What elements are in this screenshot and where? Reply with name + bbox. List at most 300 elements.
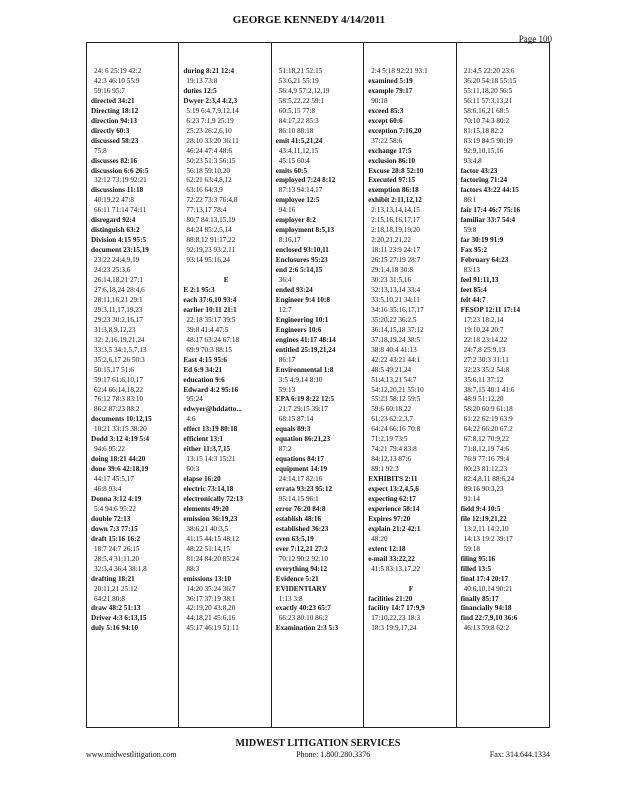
index-entry: electronically 72:13 (183, 494, 243, 503)
index-entry: exemption 86:18 (368, 186, 419, 195)
index-entry: financially 94:18 (460, 604, 512, 613)
index-entry-continuation: 51:4,13,21 54:7 (371, 375, 417, 384)
index-entry-continuation: 24:7,8 25:9,13 (463, 345, 506, 354)
index-entry: equals 89:3 (275, 425, 311, 434)
index-entry: East 4:15 95:6 (183, 355, 227, 364)
index-entry: errata 93:23 95:12 (275, 485, 333, 494)
index-entry-continuation: 22:18 23:14,22 (463, 335, 508, 344)
index-entry-continuation: 26:15 27:19 28:7 (371, 256, 421, 265)
index-entry: Ed 6:9 34:21 (183, 365, 223, 374)
index-entry: education 9:6 (183, 375, 225, 384)
index-entry-continuation: 72:22 73:3 76:4,8 (186, 196, 238, 205)
index-entry: doing 18:21 44:20 (91, 455, 146, 464)
index-entry: except 60:6 (368, 116, 403, 125)
index-entry-continuation: 53:6,21 55:19 (278, 76, 319, 85)
index-entry-continuation: 1:13 3:8 (278, 594, 303, 603)
index-entry: Examination 2:3 5:3 (275, 624, 339, 633)
index-entry: factor 43:23 (460, 166, 498, 175)
index-entry: Edward 4:2 95:16 (183, 385, 239, 394)
index-entry: Division 4:15 95:5 (91, 236, 147, 245)
index-entry-continuation: 70:10 74:3 80:2 (463, 116, 510, 125)
index-entry: effect 13:19 80:18 (183, 425, 238, 434)
index-entry: establish 48:16 (275, 514, 322, 523)
index-entry: earlier 10:11 21:1 (183, 305, 237, 314)
index-entry-continuation: 43:4,11,12,15 (278, 146, 319, 155)
index-entry: factoring 71:24 (460, 176, 508, 185)
index-entry-continuation: 32:23 35:2 54:8 (463, 365, 510, 374)
index-entry: elapse 16:20 (183, 475, 221, 484)
index-entry-continuation: 80:23 81:12,23 (463, 465, 508, 474)
index-entry-continuation: 28:5,4 31:11,20 (94, 554, 140, 563)
index-entry-continuation: 60:3 (186, 465, 200, 474)
page-number: Page 100 (518, 34, 552, 44)
footer-website: www.midwestlitigation.com (86, 750, 177, 759)
index-entry: each 37:6,10 93:4 (183, 295, 237, 304)
index-entry-continuation: 94:6 95:22 (94, 445, 125, 454)
index-entry-continuation: 2:4 5:18 92:21 93:1 (371, 67, 428, 75)
index-entry: exclusion 86:10 (368, 156, 416, 165)
index-entry-continuation: 63:16 64:3,9 (186, 186, 223, 195)
index-entry-continuation: 71:8,12,19 74:6 (463, 445, 509, 454)
index-entry-continuation: 70:12 90:2 92:10 (278, 554, 328, 563)
index-entry-continuation: 24: 6 25:19 42:2 (94, 67, 142, 75)
index-entry: facilities 21:20 (368, 594, 413, 603)
index-entry-continuation: 58:5,22,22 59:1 (278, 96, 325, 105)
index-column-2 (179, 43, 271, 727)
index-entry: Engineers 10:6 (275, 325, 322, 334)
index-entry: equipment 14:19 (275, 465, 328, 474)
index-entry-continuation: 62:4 66:14,18,22 (94, 385, 143, 394)
index-entry: employed 7:24 8:12 (275, 176, 336, 185)
index-entry: ever 7:12,21 27:2 (275, 544, 328, 553)
index-entry-continuation: 86:17 (278, 355, 296, 364)
index-entry-continuation: 90:18 (371, 96, 388, 105)
index-entry-continuation: 84:17,22 85:3 (278, 116, 319, 125)
index-entry-continuation: 28:10 33:20 36:11 (186, 136, 239, 145)
index-entry: directed 34:21 (91, 96, 135, 105)
word-index-grid (86, 42, 550, 728)
index-entry: field 9:4 10:5 (460, 504, 501, 513)
index-entry: directly 60:3 (91, 126, 130, 135)
index-entry: employment 8:5,13 (275, 226, 335, 235)
index-entry: Donna 3:12 4:19 (91, 494, 142, 503)
index-section-letter (368, 585, 453, 595)
index-entry-continuation: 86:1 (463, 196, 477, 205)
index-entry-continuation: 22:18 35:17 39:5 (186, 315, 236, 324)
index-entry-continuation: 83:19 84:5 90:19 (463, 136, 513, 145)
index-entry-continuation: 76:9 77:16 79:4 (463, 455, 510, 464)
index-entry-continuation: 81:24 84:20 85:24 (186, 554, 240, 563)
index-entry: EPA 6:19 8:22 12:5 (275, 395, 335, 404)
index-entry-continuation: 32: 2,16,19,21,24 (94, 335, 145, 344)
index-entry-continuation: 31:3,8,9,12,23 (94, 325, 136, 334)
index-entry-continuation: 44:17 45:5,17 (94, 475, 134, 484)
index-entry-continuation: 91:14 (463, 494, 480, 503)
index-entry: expecting 62:17 (368, 494, 416, 503)
index-entry-continuation: 35:6,11 37:12 (463, 375, 504, 384)
index-column-5 (457, 43, 549, 727)
index-entry: examined 5:19 (368, 76, 413, 85)
index-section-letter-text: F (408, 584, 414, 593)
index-entry-continuation: 86:2 87:23 88:2 (94, 405, 140, 414)
index-entry: example 79:17 (368, 86, 413, 95)
footer-phone: Phone: 1.800.280.3376 (296, 750, 371, 759)
index-spacer (183, 266, 268, 276)
footer-company: MIDWEST LITIGATION SERVICES (235, 738, 401, 749)
index-entry: FESOP 12:11 17:14 (460, 305, 521, 314)
index-entry: Excuse 28:8 52:10 (368, 166, 424, 175)
index-entry-continuation: 42:19,20 43:8,20 (186, 604, 236, 613)
index-entry: fair 17:4 46:7 75:16 (460, 206, 521, 215)
index-entry: February 64:23 (460, 256, 509, 265)
index-entry-continuation: 59:18 (463, 544, 480, 553)
index-entry-continuation: 55:11,18,20 56:5 (463, 86, 513, 95)
index-entry-continuation: 38:7,15 40:1 41:6 (463, 385, 515, 394)
index-entry-continuation: 36:20 54:18 55:15 (463, 76, 517, 85)
index-entry-continuation: 25:23 26:2,6,10 (186, 126, 232, 135)
index-entry: draw 48:2 51:13 (91, 604, 141, 613)
index-entry-continuation: 41:5 83:13,17,22 (371, 564, 421, 573)
index-entry-continuation: 28:11,16,21 29:1 (94, 295, 143, 304)
index-entry-continuation: 5:19 6:4,7,9,12,14 (186, 106, 239, 115)
index-entry-continuation: 64:21 80:8 (94, 594, 125, 603)
index-column-1 (87, 43, 179, 727)
index-entry: file 12:19,21,22 (460, 514, 507, 523)
index-entry-continuation: 37:18,19,24 38:5 (371, 335, 421, 344)
index-entry-continuation: 69:9 70:3 88:15 (186, 345, 232, 354)
index-entry-continuation: 21:4,5 22:20 23:6 (463, 67, 515, 75)
index-entry-continuation: 48:20 (371, 534, 388, 543)
index-entry-continuation: 2:13,13,14,14,15 (371, 206, 420, 215)
index-entry: discussion 6:6 26:5 (91, 166, 149, 175)
index-entry-continuation: 89:16 90:3,23 (463, 485, 504, 494)
index-entry-continuation: 3:5 4:9,14 8:10 (278, 375, 323, 384)
footer-fax: Fax: 314.644.1334 (489, 750, 550, 759)
index-entry-continuation: 67:8,12 70:9,22 (463, 435, 509, 444)
index-entry: final 17:4 20:17 (460, 574, 509, 583)
index-entry: employee 12:5 (275, 196, 320, 205)
index-entry: EVIDENTIARY (275, 584, 327, 593)
index-entry-continuation: 92:9,10,15,16 (463, 146, 504, 155)
index-entry: down 7:3 77:15 (91, 524, 138, 533)
index-entry: e-mail 33:22,22 (368, 554, 415, 563)
index-entry: Evidence 5:21 (275, 574, 319, 583)
index-entry-continuation: 93:14 95:16,24 (186, 256, 230, 265)
index-entry-continuation: 38:6,21 40:3,5 (186, 524, 229, 533)
index-entry-continuation: 61:22 62:19 63:9 (463, 415, 513, 424)
index-entry-continuation: 55:23 58:12 59:5 (371, 395, 421, 404)
index-entry-continuation: 14:13 19:2 39:17 (463, 534, 513, 543)
index-entry: Directing 18:12 (91, 106, 139, 115)
index-entry: even 63:5,19 (275, 534, 314, 543)
index-entry-continuation: 36:14,15,18 37:12 (371, 325, 424, 334)
index-entry: equations 84:17 (275, 455, 324, 464)
index-entry-continuation: 83:13 (463, 266, 480, 275)
index-entry-continuation: 21:7 29:15 39:17 (278, 405, 328, 414)
index-entry-continuation: 46:24 47:4 48:6 (186, 146, 232, 155)
index-entry-continuation: 50:15,17 51:6 (94, 365, 134, 374)
index-entry-continuation: 27:2 30:3 31:11 (463, 355, 509, 364)
index-entry: during 8:21 12:4 (183, 67, 235, 75)
index-entry: either 11:3,7,15 (183, 445, 231, 454)
index-entry-continuation: 95:14,15 96:1 (278, 494, 319, 503)
index-entry: ended 93:24 (275, 285, 313, 294)
index-entry-continuation: 32:13,13,14 33:4 (371, 285, 421, 294)
index-entry-continuation: 48:17 63:24 67:18 (186, 335, 240, 344)
index-entry-continuation: 87:13 94:14,17 (278, 186, 323, 195)
index-entry-continuation: 64:22 66:20 67:2 (463, 425, 513, 434)
index-entry-continuation: 23:22 24:4,9,19 (94, 256, 140, 265)
index-entry: emit 41:5,21,24 (275, 136, 323, 145)
index-entry-continuation: 40:19,22 47:8 (94, 196, 134, 205)
index-entry-continuation: 58:20 60:9 61:18 (463, 405, 513, 414)
index-entry: established 36:23 (275, 524, 329, 533)
index-entry-continuation: 59:8 (463, 226, 477, 235)
index-entry: EXHIBITS 2:11 (368, 475, 418, 484)
index-entry-continuation: 76:12 78:3 83:10 (94, 395, 144, 404)
index-entry-continuation: 58:6,16,21 68:5 (463, 106, 509, 115)
index-entry-continuation: 27:6,18,24 28:4,6 (94, 285, 145, 294)
index-entry-continuation: 54:12,20,21 55:10 (371, 385, 424, 394)
index-entry-continuation: 94:16 (278, 206, 296, 215)
index-entry-continuation: 17:10,22,23 18:3 (371, 614, 421, 623)
index-entry-continuation: 71:2,19 73:5 (371, 435, 408, 444)
index-entry-continuation: 19:10,24 20:7 (463, 325, 504, 334)
footer-contact-row (86, 750, 550, 759)
index-entry-continuation: 29:1,4,18 30:8 (371, 266, 413, 275)
index-entry-continuation: 88:8,12 91:17,22 (186, 236, 236, 245)
index-entry-continuation: 56:11 57:3,13,21 (463, 96, 513, 105)
index-entry: Dwyer 2:3,4 4:2,3 (183, 96, 238, 105)
index-entry: error 76:20 84:8 (275, 504, 326, 513)
index-entry: familiar 33:7 54:4 (460, 216, 516, 225)
index-entry: discussed 58:23 (91, 136, 139, 145)
index-entry-continuation: 74:21 79:4 83:8 (371, 445, 417, 454)
index-entry-continuation: 86:10 88:18 (278, 126, 314, 135)
index-entry: factors 43:22 44:15 (460, 186, 519, 195)
index-entry: efficient 13:1 (183, 435, 224, 444)
index-entry: electric 73:14,18 (183, 485, 234, 494)
index-entry: employer 8:2 (275, 216, 316, 225)
index-entry-continuation: 39:8 41:4 47:5 (186, 325, 229, 334)
index-entry: feet 85:4 (460, 285, 487, 294)
index-entry: Enclosures 95:23 (275, 256, 328, 265)
index-entry-continuation: 81:15,18 82:2 (463, 126, 504, 135)
index-entry: facility 14:7 17:9,9 (368, 604, 425, 613)
index-entry: duly 5:16 94:10 (91, 624, 139, 633)
index-entry: double 72:13 (91, 514, 131, 523)
index-entry: engines 41:17 48:14 (275, 335, 336, 344)
index-entry: duties 12:5 (183, 86, 217, 95)
index-entry-continuation: 51:18,21 52:15 (278, 67, 323, 75)
index-entry-continuation: 44:18,21 45:6,16 (186, 614, 236, 623)
index-entry-continuation: 42:22 43:21 44:1 (371, 355, 421, 364)
index-entry-continuation: 75:8 (94, 146, 107, 155)
index-entry-continuation: 40:6,10,14 90:21 (463, 584, 513, 593)
index-entry-continuation: 20:11,21 25:12 (94, 584, 138, 593)
index-entry: emission 36:19,23 (183, 514, 238, 523)
index-entry-continuation: 34:16 35:16,17,17 (371, 305, 424, 314)
index-entry: Dodd 3:12 4:19 5:4 (91, 435, 150, 444)
index-entry: elements 49:20 (183, 504, 229, 513)
index-entry-continuation: 66:23 80:10 86:2 (278, 614, 328, 623)
index-entry-continuation: 48:22 51:14,15 (186, 544, 230, 553)
index-entry-continuation: 6:23 7:1,9 25:19 (186, 116, 234, 125)
index-entry: Engineer 9:4 10:8 (275, 295, 330, 304)
index-entry-continuation: 89:1 92:3 (371, 465, 399, 474)
index-entry-continuation: 87:2 (278, 445, 292, 454)
index-entry: exhibit 2:11,12,12 (368, 196, 422, 205)
index-entry: find 22:7,9,10 36:6 (460, 614, 518, 623)
index-entry: edwyer@hddatto... (183, 405, 242, 414)
index-entry-continuation: 46:8 93:4 (94, 485, 122, 494)
index-entry-continuation: 18:7 24:7 26:15 (94, 544, 140, 553)
index-entry-continuation: 38:8 40:4 41:13 (371, 345, 417, 354)
index-entry-continuation: 8:16,17 (278, 236, 301, 245)
index-entry: explain 21:2 42:1 (368, 524, 421, 533)
index-entry: finally 85:17 (460, 594, 499, 603)
index-entry-continuation: 84:24 85:2,5,14 (186, 226, 232, 235)
index-entry-continuation: 14:20 35:24 36:7 (186, 584, 236, 593)
index-entry-continuation: 50:23 51:3 56:15 (186, 156, 236, 165)
index-entry-continuation: 46:13 59:8 62:2 (463, 624, 510, 633)
index-entry: discusses 82:16 (91, 156, 138, 165)
index-entry: filled 13:5 (460, 564, 492, 573)
index-entry: Executed 97:15 (368, 176, 416, 185)
index-entry-continuation: 56:4,9 57:2,12,19 (278, 86, 330, 95)
index-entry: emits 60:5 (275, 166, 308, 175)
index-entry: Engineering 10:1 (275, 315, 329, 324)
index-entry-continuation: 10:21 33:15 38:20 (94, 425, 147, 434)
page-footer (86, 738, 550, 759)
index-entry: distinguish 63:2 (91, 226, 140, 235)
index-entry: Fax 95:2 (460, 246, 488, 255)
index-section-letter-text: E (223, 276, 229, 285)
index-entry-continuation: 45:17 46:19 51:11 (186, 624, 239, 633)
index-entry: direction 94:13 (91, 116, 137, 125)
index-entry: documents 10:12,15 (91, 415, 152, 424)
index-entry: entitled 25:19,21,24 (275, 345, 336, 354)
index-entry-continuation: 56:18 59:10,20 (186, 166, 230, 175)
index-entry: expect 13:2,4,5,6 (368, 485, 419, 494)
index-entry-continuation: 48:9 51:12,20 (463, 395, 504, 404)
index-entry-continuation: 18:11 23:9 24:17 (371, 246, 421, 255)
index-entry: feel 91:11,13 (460, 276, 499, 285)
index-entry-continuation: 41:15 44:15 48:12 (186, 534, 240, 543)
index-entry-continuation: 59:13 (278, 385, 296, 394)
index-entry-continuation: 13:15 14:3 15:21 (186, 455, 236, 464)
index-entry: discussions 11:18 (91, 186, 144, 195)
index-entry-continuation: 32:3,4 36:4 38:1,8 (94, 564, 147, 573)
index-column-3 (272, 43, 364, 727)
index-entry: Environmental 1:8 (275, 365, 334, 374)
index-entry-continuation: 36:17 37:19 38:1 (186, 594, 236, 603)
index-entry-continuation: 66:11 71:14 74:11 (94, 206, 147, 215)
index-entry-continuation: 95:24 (186, 395, 203, 404)
index-entry-continuation: 30:23 31:5,16 (371, 276, 412, 285)
index-entry-continuation: 29:3,11,17,19,23 (94, 305, 143, 314)
index-entry-continuation: 13:2,11 14:2,10 (463, 524, 509, 533)
index-entry: filing 95:16 (460, 554, 496, 563)
index-entry-continuation: 24:23 25:3,6 (94, 266, 131, 275)
index-column-4 (364, 43, 456, 727)
index-entry-continuation: 93:4,8 (463, 156, 482, 165)
index-entry: exchange 17:5 (368, 146, 412, 155)
index-entry: Driver 4:3 6:13,15 (91, 614, 147, 623)
index-entry-continuation: 77:13,17 78:4 (186, 206, 227, 215)
index-entry-continuation: 19:13 73:8 (186, 76, 218, 85)
index-entry-continuation: 36:4 (278, 276, 292, 285)
index-entry-continuation: 82:4,8,11 88:6,24 (463, 475, 515, 484)
index-entry: enclosed 93:10,11 (275, 246, 329, 255)
index-entry-continuation: 68:15 87:14 (278, 415, 314, 424)
index-entry-continuation: 2:15,16,16,17,17 (371, 216, 420, 225)
index-entry-continuation: 92:19,23 93:2,11 (186, 246, 236, 255)
index-entry-continuation: 26:14,18,21 27:1 (94, 276, 143, 285)
index-entry-continuation: 37:22 58:6 (371, 136, 403, 145)
index-entry: felt 44:7 (460, 295, 486, 304)
index-entry-continuation: 2:20,21,21,22 (371, 236, 411, 245)
index-entry-continuation: 61:23 62:2,3,7 (371, 415, 413, 424)
index-entry: emissions 13:10 (183, 574, 232, 583)
index-entry-continuation: 59:16 95:7 (94, 86, 125, 95)
index-entry: disregard 92:4 (91, 216, 136, 225)
index-entry-continuation: 48:5 49:21,24 (371, 365, 412, 374)
index-entry-continuation: 32:12 73:19 92:21 (94, 176, 147, 185)
index-entry-continuation: 59:17 61:6,10,17 (94, 375, 143, 384)
index-entry: exceed 85:3 (368, 106, 404, 115)
index-entry-continuation: 33:5,10,21 34:11 (371, 295, 420, 304)
index-entry: exception 7:16,20 (368, 126, 422, 135)
index-entry-continuation: 59:6 60:18,22 (371, 405, 412, 414)
index-entry: extent 12:18 (368, 544, 406, 553)
index-entry-continuation: 35:2,6,17 26 50:3 (94, 355, 145, 364)
index-entry-continuation: 45:15 60:4 (278, 156, 310, 165)
index-entry-continuation: 17:23 18:2,14 (463, 315, 504, 324)
index-entry: end 2:6 5:14,15 (275, 266, 323, 275)
index-entry-continuation: 4:6 (186, 415, 196, 424)
page-header-title: GEORGE KENNEDY 4/14/2011 (232, 14, 386, 26)
index-entry: everything 94:12 (275, 564, 328, 573)
index-entry: equation 86:21,23 (275, 435, 331, 444)
index-entry-continuation: 84:12,13 87:6 (371, 455, 412, 464)
index-spacer (368, 575, 453, 585)
index-entry-continuation: 29:23 30:2,16,17 (94, 315, 143, 324)
index-entry-continuation: 18:3 19:9,17,24 (371, 624, 417, 633)
index-entry-continuation: 64:24 66:16 70:8 (371, 425, 421, 434)
index-entry-continuation: 2:18,18,19,19,20 (371, 226, 420, 235)
index-section-letter (183, 276, 268, 286)
index-entry: done 39:6 42:18,19 (91, 465, 149, 474)
index-entry: far 30:19 91:9 (460, 236, 504, 245)
index-entry-continuation: 5:4 94:6 95:22 (94, 504, 136, 513)
index-entry-continuation: 42:3 46:10 55:9 (94, 76, 140, 85)
index-entry-continuation: 62:21 63:4,8,12 (186, 176, 232, 185)
index-entry: E 2:1 95:3 (183, 285, 215, 294)
index-entry-continuation: 24:14,17 82:16 (278, 475, 323, 484)
index-entry: exactly 40:23 65:7 (275, 604, 331, 613)
index-entry-continuation: 33:3,5 34:1,5,7,13 (94, 345, 147, 354)
index-entry-continuation: 88:3 (186, 564, 200, 573)
index-entry: draft 15:16 16:2 (91, 534, 141, 543)
index-entry-continuation: 80:7 84:13,15,19 (186, 216, 236, 225)
index-entry: drafting 18:21 (91, 574, 135, 583)
index-entry-continuation: 60:5,15 77:8 (278, 106, 316, 115)
index-entry: experience 58:14 (368, 504, 420, 513)
index-entry-continuation: 12:7 (278, 305, 292, 314)
index-entry: document 23:15,19 (91, 246, 149, 255)
index-entry-continuation: 35:20,22 36:2,5 (371, 315, 417, 324)
